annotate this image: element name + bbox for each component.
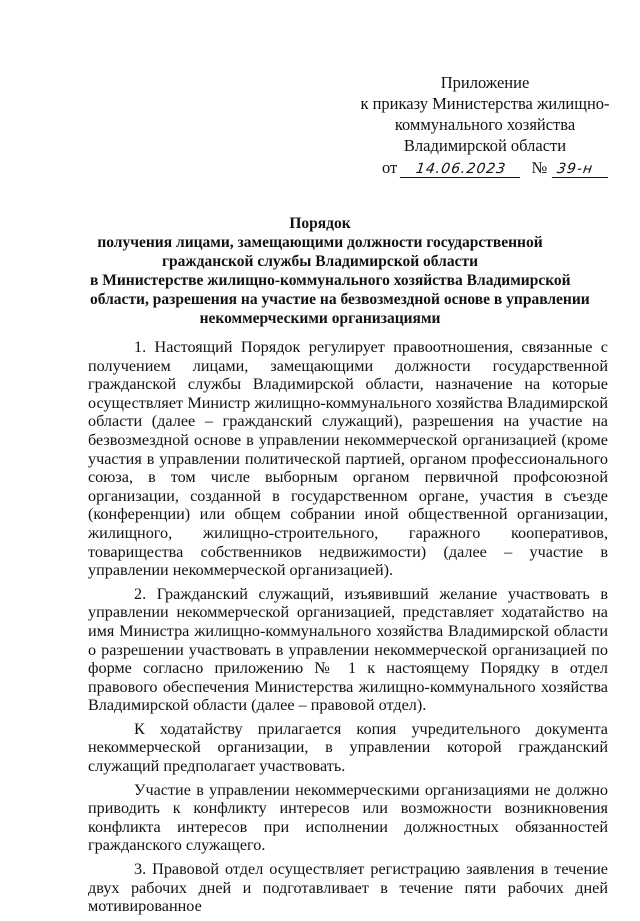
title-line-2: получения лицами, замещающими должности государственной	[97, 234, 543, 251]
appendix-title: Приложение	[440, 73, 530, 92]
title-line-3: гражданской службы Владимирской области	[161, 253, 479, 270]
document-title	[90, 214, 590, 328]
paragraph-4: Участие в управлении некоммерческими организациями не должно приводить к конфликту интересов или возможности возникновения конфликта интересов при исполнении должностных обязанностей гражданского служащего.	[88, 780, 608, 855]
appendix-order-ref-2: коммунального хозяйства	[394, 115, 576, 134]
order-date-number	[360, 157, 610, 178]
order-number: 39-н	[552, 161, 610, 178]
paragraph-1: 1. Настоящий Порядок регулирует правоотношения, связанные с получением лицами, замещающими должности государственной гражданской службы Владимирской области, назначение на которые осуществляет Министр жилищно-коммунального хозяйства Владимирской области (далее – гражданский служащий), разрешения на участие на безвозмездной основе в управлении некоммерческой организацией (кроме участия в управлении политической партией, органом профессионального союза, в том числе выборным органом первичной профсоюзной организации, созданной в государственном органе, участия в съезде (конференции) или общем собрании иной общественной организации, жилищного, жилищно-строительного, гаражного кооперативов, товарищества собственников недвижимости) (далее – участие в управлении некоммерческой организацией).	[88, 338, 608, 580]
document-body	[88, 338, 608, 921]
title-line-1: Порядок	[289, 215, 351, 232]
title-line-5: области, разрешения на участие на безвозмездной основе в управлении	[90, 291, 590, 308]
appendix-region: Владимирской области	[403, 136, 567, 155]
title-line-6: некоммерческими организациями	[199, 310, 441, 327]
number-sign: №	[531, 158, 548, 177]
paragraph-2: 2. Гражданский служащий, изъявивший желание участвовать в управлении некоммерческой организацией, представляет ходатайство на имя Министра жилищно-коммунального хозяйства Владимирской области о разрешении участвовать в управлении некоммерческой организацией по форме согласно приложению № 1 к настоящему Порядку в отдел правового обеспечения Министерства жилищно-коммунального хозяйства Владимирской области (далее – правовой отдел).	[88, 584, 608, 715]
date-prefix: от	[382, 158, 398, 177]
appendix-header	[360, 72, 610, 178]
order-date: 14.06.2023	[400, 161, 522, 178]
title-line-4: в Министерстве жилищно-коммунального хозяйства Владимирской	[90, 272, 571, 289]
paragraph-5: 3. Правовой отдел осуществляет регистрацию заявления в течение двух рабочих дней и подготавливает в течение пяти рабочих дней мотивированное	[88, 860, 608, 916]
paragraph-3: К ходатайству прилагается копия учредительного документа некоммерческой организации, в управлении которой гражданский служащий предполагает участвовать.	[88, 719, 608, 776]
appendix-order-ref-1: к приказу Министерства жилищно-	[360, 94, 610, 113]
